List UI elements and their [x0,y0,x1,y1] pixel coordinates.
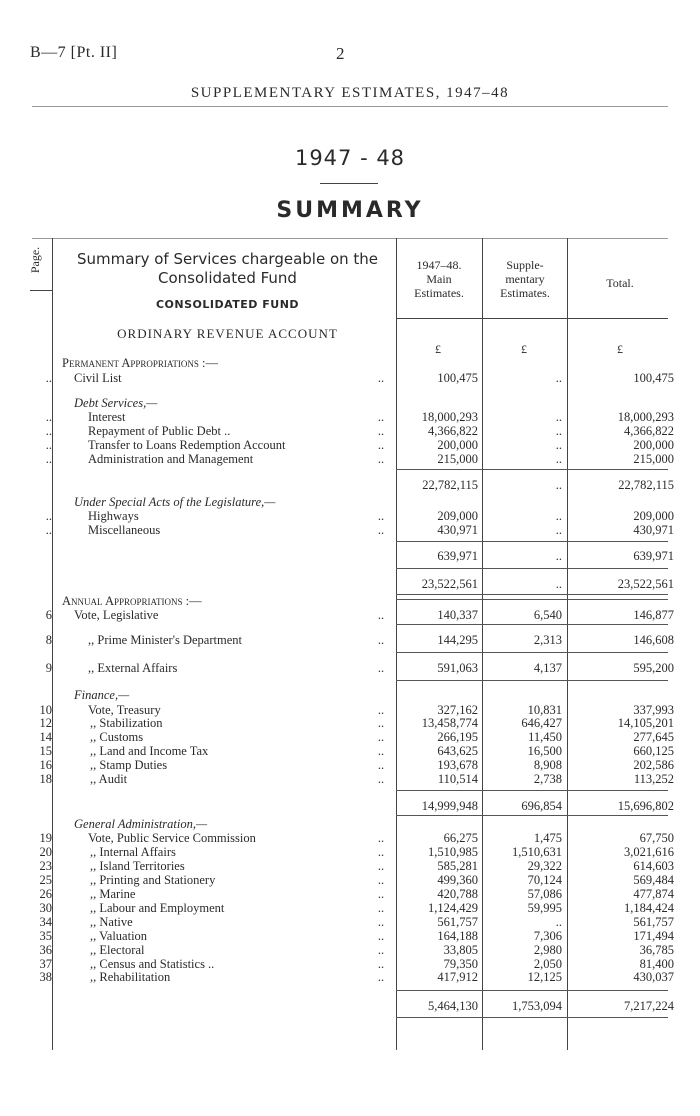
row-label: Permanent Appropriations :— [62,356,219,370]
row-label: ,, Audit [90,772,128,786]
total-value: 561,757 [633,915,674,929]
main-estimate-value: 327,162 [437,703,478,717]
supp-estimates-header-line2: mentary [505,272,545,286]
row-page-ref: .. [45,424,52,438]
main-estimate-value: 200,000 [437,438,478,452]
supplementary-estimate-value: 8,908 [533,758,562,772]
subtotal-rule [396,680,668,681]
row-leader-dots: .. [377,716,385,730]
supplementary-estimate-value: 7,306 [533,929,562,943]
table-row [0,495,700,509]
row-leader-dots: .. [377,970,385,984]
main-estimates-header-line3: Estimates. [414,286,464,300]
row-label: ,, Marine [90,887,136,901]
total-header: Total. [606,276,634,290]
year-heading: 1947 - 48 [294,146,406,170]
row-leader-dots: .. [377,873,385,887]
row-leader-dots: .. [377,523,385,537]
table-row [0,424,700,438]
main-estimates-header-line1: 1947–48. [416,258,462,272]
supplementary-estimate-value: 59,995 [527,901,562,915]
subtotal-rule [396,469,668,470]
supplementary-estimate-value: .. [555,478,562,492]
subtotal-rule [396,594,668,595]
total-value: 477,874 [633,887,674,901]
main-estimate-value: 79,350 [443,957,478,971]
table-row [0,873,700,887]
total-value: 23,522,561 [617,577,674,591]
table-row [0,633,700,647]
main-estimate-value: 417,912 [437,970,478,984]
supplementary-estimate-value: .. [555,410,562,424]
row-page-ref: 6 [45,608,52,622]
table-row [0,744,700,758]
services-heading: Summary of Services chargeable on the Consolidated Fund [76,250,379,287]
row-label: Highways [88,509,139,523]
table-row [0,999,700,1013]
row-page-ref: 38 [39,970,52,984]
total-value: 639,971 [633,549,674,563]
total-value: 171,494 [633,929,674,943]
total-value: 569,484 [633,873,674,887]
supplementary-estimate-value: 2,050 [533,957,562,971]
row-page-ref: 37 [39,957,52,971]
supplementary-estimate-value: 1,475 [533,831,562,845]
supp-estimates-header-line3: Estimates. [500,286,550,300]
row-page-ref: 10 [39,703,52,717]
row-label: ,, Stamp Duties [90,758,168,772]
table-row [0,688,700,702]
main-estimate-value: 215,000 [437,452,478,466]
supplementary-estimate-value: 12,125 [527,970,562,984]
table-row [0,661,700,675]
main-estimate-value: 33,805 [443,943,478,957]
row-leader-dots: .. [377,772,385,786]
total-value: 36,785 [639,943,674,957]
row-label: Civil List [74,371,122,385]
supplementary-estimate-value: 2,313 [533,633,562,647]
main-estimate-value: 66,275 [443,831,478,845]
main-estimate-value: 13,458,774 [421,716,478,730]
table-row [0,831,700,845]
year-underline [320,183,378,184]
row-label: ,, External Affairs [88,661,178,675]
table-row [0,371,700,385]
total-value: 202,586 [633,758,674,772]
supplementary-estimate-value: .. [555,549,562,563]
supplementary-estimate-value: .. [555,452,562,466]
total-value: 209,000 [633,509,674,523]
supplementary-estimate-value: 70,124 [527,873,562,887]
total-value: 22,782,115 [618,478,674,492]
row-label: Annual Appropriations :— [62,594,202,608]
table-row [0,915,700,929]
row-leader-dots: .. [377,887,385,901]
supplementary-estimate-value: 1,753,094 [512,999,562,1013]
main-estimate-value: 4,366,822 [428,424,478,438]
table-row [0,577,700,591]
table-row [0,396,700,410]
table-row [0,772,700,786]
main-currency-symbol: £ [435,342,441,356]
row-label: Transfer to Loans Redemption Account [88,438,286,452]
supplementary-estimate-value: 1,510,631 [512,845,562,859]
table-row [0,887,700,901]
row-leader-dots: .. [377,901,385,915]
table-row [0,730,700,744]
supplementary-estimate-value: 11,450 [528,730,562,744]
main-estimate-value: 561,757 [437,915,478,929]
row-page-ref: 12 [39,716,52,730]
row-leader-dots: .. [377,608,385,622]
supplementary-estimate-value: 2,980 [533,943,562,957]
table-row [0,478,700,492]
subtotal-rule [396,541,668,542]
subtotal-rule [396,990,668,991]
table-row [0,758,700,772]
row-leader-dots: .. [377,438,385,452]
row-label: ,, Census and Statistics .. [90,957,215,971]
supplementary-estimate-value: 29,322 [527,859,562,873]
total-value: 430,971 [633,523,674,537]
main-estimate-value: 499,360 [437,873,478,887]
row-leader-dots: .. [377,845,385,859]
supplementary-estimate-value: .. [555,577,562,591]
total-value: 215,000 [633,452,674,466]
row-label: ,, Prime Minister's Department [88,633,242,647]
row-leader-dots: .. [377,758,385,772]
row-leader-dots: .. [377,744,385,758]
row-leader-dots: .. [377,703,385,717]
main-estimate-value: 1,510,985 [428,845,478,859]
total-value: 4,366,822 [624,424,674,438]
table-row [0,703,700,717]
table-row [0,549,700,563]
main-estimate-value: 144,295 [437,633,478,647]
supplementary-estimate-value: 57,086 [527,887,562,901]
supplementary-estimate-value: 646,427 [521,716,562,730]
total-value: 7,217,224 [624,999,674,1013]
row-leader-dots: .. [377,452,385,466]
total-value: 660,125 [633,744,674,758]
supplementary-estimate-value: 696,854 [521,799,562,813]
document-reference: B—7 [Pt. II] [30,44,118,61]
main-estimate-value: 420,788 [437,887,478,901]
supplementary-estimate-value: 4,137 [533,661,562,675]
row-leader-dots: .. [377,410,385,424]
subtotal-rule [396,815,668,816]
row-page-ref: 19 [39,831,52,845]
main-estimate-value: 100,475 [437,371,478,385]
row-page-ref: 30 [39,901,52,915]
row-page-ref: 14 [39,730,52,744]
total-value: 67,750 [639,831,674,845]
row-page-ref: 8 [45,633,52,647]
row-label: ,, Rehabilitation [90,970,171,984]
total-value: 113,252 [633,772,674,786]
main-estimates-header-line2: Main [426,272,452,286]
row-leader-dots: .. [377,509,385,523]
main-estimate-value: 266,195 [437,730,478,744]
table-row [0,716,700,730]
total-currency-symbol: £ [617,342,623,356]
table-top-rule [32,238,668,239]
fund-heading: CONSOLIDATED FUND [155,298,300,311]
row-label: Administration and Management [88,452,254,466]
table-row [0,410,700,424]
row-label: Miscellaneous [88,523,161,537]
row-page-ref: 18 [39,772,52,786]
table-row [0,901,700,915]
row-page-ref: 16 [39,758,52,772]
row-page-ref: 23 [39,859,52,873]
table-row [0,929,700,943]
row-label: Debt Services,— [74,396,158,410]
row-page-ref: 36 [39,943,52,957]
account-heading: ORDINARY REVENUE ACCOUNT [117,326,338,341]
total-value: 277,645 [633,730,674,744]
table-row [0,845,700,859]
total-value: 614,603 [633,859,674,873]
row-label: ,, Land and Income Tax [90,744,209,758]
main-estimate-value: 23,522,561 [421,577,478,591]
supp-currency-symbol: £ [521,342,527,356]
supplementary-estimate-value: .. [555,438,562,452]
supplementary-estimates-header [484,258,566,300]
row-page-ref: 34 [39,915,52,929]
row-page-ref: 26 [39,887,52,901]
row-label: Finance,— [74,688,130,702]
total-value: 81,400 [639,957,674,971]
row-label: Under Special Acts of the Legislature,— [74,495,276,509]
table-row [0,970,700,984]
row-label: Vote, Legislative [74,608,159,622]
page-header-rule [30,290,52,291]
row-label: Vote, Treasury [88,703,161,717]
row-leader-dots: .. [377,661,385,675]
main-estimate-value: 110,514 [437,772,478,786]
row-page-ref: .. [45,509,52,523]
main-estimate-value: 430,971 [437,523,478,537]
main-estimate-value: 1,124,429 [428,901,478,915]
total-value: 337,993 [633,703,674,717]
main-estimate-value: 209,000 [437,509,478,523]
total-value: 100,475 [633,371,674,385]
row-leader-dots: .. [377,859,385,873]
total-value: 3,021,616 [624,845,674,859]
supplementary-estimate-value: 10,831 [527,703,562,717]
supplementary-estimate-value: .. [555,915,562,929]
page-number: 2 [336,44,345,63]
total-value: 146,608 [633,633,674,647]
subtotal-rule [396,568,668,569]
column-header-rule [396,318,668,319]
total-value: 15,696,802 [617,799,674,813]
row-leader-dots: .. [377,929,385,943]
row-label: ,, Electoral [90,943,145,957]
row-page-ref: 15 [39,744,52,758]
main-estimates-header [398,258,480,300]
row-page-ref: 35 [39,929,52,943]
supplementary-estimate-value: .. [555,424,562,438]
table-row [0,438,700,452]
row-page-ref: 9 [45,661,52,675]
main-estimate-value: 591,063 [437,661,478,675]
total-value: 146,877 [633,608,674,622]
supplementary-estimate-value: 6,540 [533,608,562,622]
row-label: ,, Internal Affairs [90,845,176,859]
row-label: Interest [88,410,126,424]
main-estimate-value: 193,678 [437,758,478,772]
table-row [0,452,700,466]
row-label: ,, Stabilization [90,716,163,730]
table-row [0,799,700,813]
row-label: ,, Labour and Employment [90,901,225,915]
total-value: 430,037 [633,970,674,984]
row-page-ref: 25 [39,873,52,887]
table-row [0,523,700,537]
supplementary-estimate-value: .. [555,371,562,385]
main-estimate-value: 643,625 [437,744,478,758]
main-estimate-value: 140,337 [437,608,478,622]
row-label: ,, Native [90,915,133,929]
row-label: ,, Customs [90,730,144,744]
row-label: ,, Valuation [90,929,148,943]
row-leader-dots: .. [377,424,385,438]
main-estimate-value: 585,281 [437,859,478,873]
supplementary-estimate-value: 2,738 [533,772,562,786]
page-column-header: Page. [28,246,42,274]
total-value: 18,000,293 [617,410,674,424]
table-row [0,957,700,971]
subtotal-rule [396,1017,668,1018]
table-row [0,594,700,608]
row-leader-dots: .. [377,915,385,929]
table-row [0,859,700,873]
subtotal-rule [396,599,668,600]
total-value: 14,105,201 [617,716,674,730]
row-page-ref: .. [45,410,52,424]
subtotal-rule [396,790,668,791]
row-label: Vote, Public Service Commission [88,831,256,845]
row-leader-dots: .. [377,957,385,971]
row-page-ref: .. [45,452,52,466]
main-estimate-value: 164,188 [437,929,478,943]
row-label: ,, Island Territories [90,859,185,873]
row-label: General Administration,— [74,817,208,831]
row-leader-dots: .. [377,371,385,385]
summary-heading: SUMMARY [276,198,424,223]
row-leader-dots: .. [377,943,385,957]
row-page-ref: .. [45,523,52,537]
main-estimate-value: 22,782,115 [422,478,478,492]
total-value: 200,000 [633,438,674,452]
supp-estimates-header-line1: Supple- [506,258,544,272]
row-page-ref: 20 [39,845,52,859]
table-row [0,817,700,831]
row-leader-dots: .. [377,831,385,845]
total-value: 595,200 [633,661,674,675]
header-rule [32,106,668,107]
table-row [0,943,700,957]
subtotal-rule [396,624,668,625]
main-estimate-value: 14,999,948 [421,799,478,813]
table-row [0,509,700,523]
row-label: ,, Printing and Stationery [90,873,216,887]
total-value: 1,184,424 [624,901,674,915]
supplementary-estimate-value: 16,500 [527,744,562,758]
main-estimate-value: 5,464,130 [428,999,478,1013]
table-row [0,608,700,622]
document-title: SUPPLEMENTARY ESTIMATES, 1947–48 [190,85,510,101]
main-estimate-value: 18,000,293 [421,410,478,424]
main-estimate-value: 639,971 [437,549,478,563]
subtotal-rule [396,652,668,653]
supplementary-estimate-value: .. [555,523,562,537]
row-page-ref: .. [45,438,52,452]
row-label: Repayment of Public Debt .. [88,424,231,438]
table-row [0,356,700,370]
row-page-ref: .. [45,371,52,385]
row-leader-dots: .. [377,730,385,744]
supplementary-estimate-value: .. [555,509,562,523]
row-leader-dots: .. [377,633,385,647]
